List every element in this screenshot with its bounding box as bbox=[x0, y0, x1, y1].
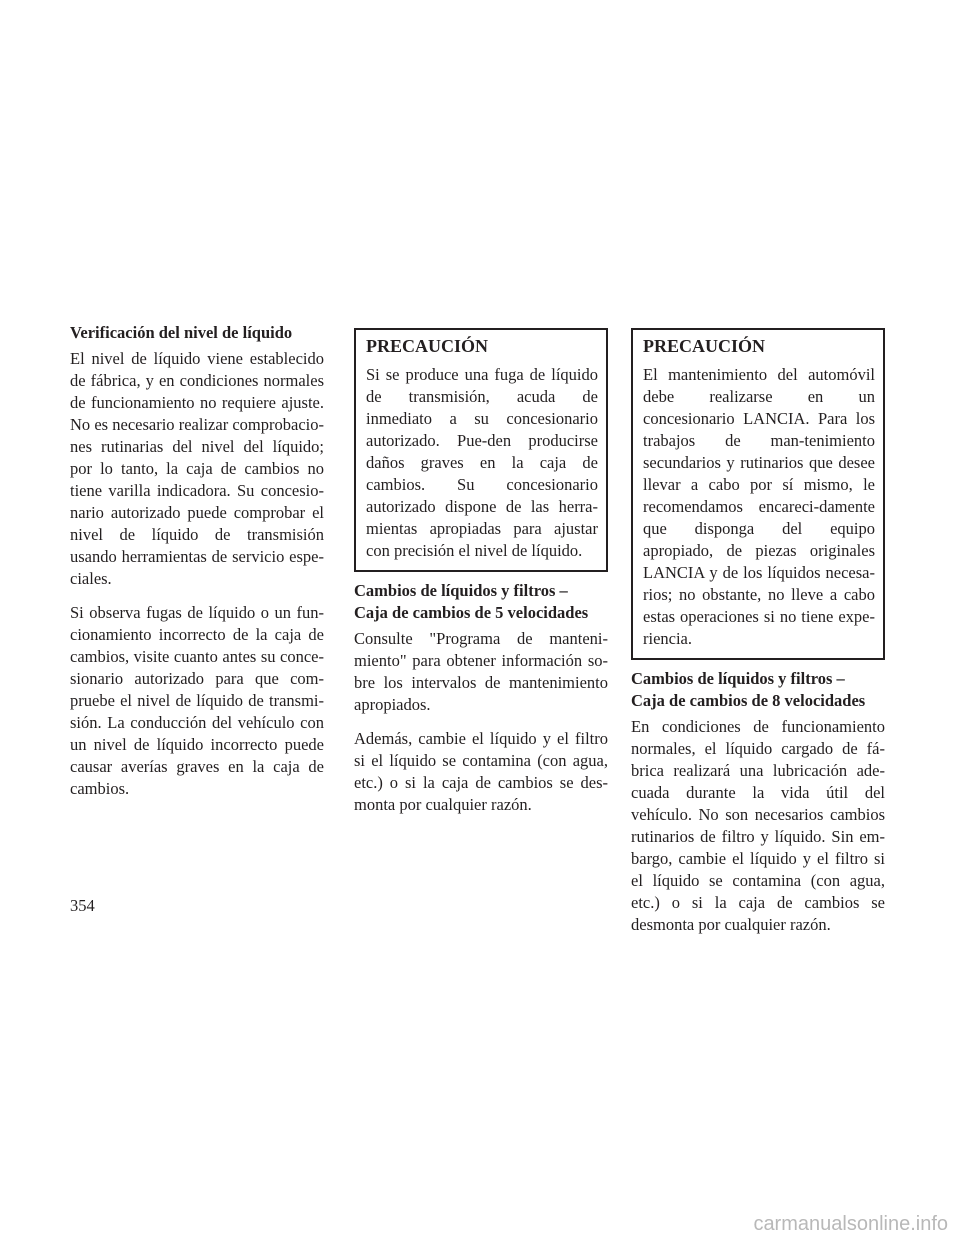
page-number: 354 bbox=[70, 896, 95, 915]
section-heading-5-speed bbox=[354, 580, 608, 624]
column-left bbox=[70, 322, 324, 812]
caution-text: El mantenimiento del automóvil debe realizarse en un concesionario LANCIA. Para los trabajos de man-tenimiento secundarios y rutinarios que desee llevar a cabo por sí mismo, le recomendamos encareci-damente que disponga del equipo apropiado, de piezas originales LANCIA y de los líquidos necesa-rios; no obstante, no lleve a cabo estas operaciones si no tiene expe-riencia. bbox=[643, 365, 875, 648]
paragraph: Si observa fugas de líquido o un fun-cionamiento incorrecto de la caja de cambios, visite cuanto antes su conce-sionario autorizado para que com-pruebe el nivel de líquido de transmi-sión. La conducción del vehículo con un nivel de líquido incorrecto puede causar averías graves en la caja de cambios. bbox=[70, 603, 324, 798]
caution-box bbox=[631, 328, 885, 660]
caution-title: PRECAUCIÓN bbox=[643, 336, 766, 356]
section-heading-8-speed bbox=[631, 668, 885, 712]
column-middle bbox=[354, 322, 608, 828]
paragraph: El nivel de líquido viene establecido de fábrica, y en condiciones normales de funcionamiento no requiere ajuste. No es necesario realizar comprobacio-nes rutinarias del nivel del líquido; por lo tanto, la caja de cambios no tiene varilla indicadora. Su concesio-nario autorizado puede comprobar el nivel de líquido de transmisión usando herramientas de servicio espe-ciales. bbox=[70, 349, 324, 588]
caution-text: Si se produce una fuga de líquido de transmisión, acuda de inmediato a su concesionario autorizado. Pue-den producirse daños graves en la caja de cambios. Su concesionario autorizado dispone de las herra-mientas apropiadas para ajustar con precisión el nivel de líquido. bbox=[366, 365, 598, 560]
caution-title: PRECAUCIÓN bbox=[366, 336, 489, 356]
caution-box bbox=[354, 328, 608, 572]
heading-line: Caja de cambios de 8 velocidades bbox=[631, 691, 866, 710]
heading-line: Caja de cambios de 5 velocidades bbox=[354, 603, 589, 622]
section-heading-fluid-level: Verificación del nivel de líquido bbox=[70, 323, 293, 342]
column-right bbox=[631, 322, 885, 948]
paragraph: Además, cambie el líquido y el filtro si el líquido se contamina (con agua, etc.) o si la caja de cambios se des-monta por cualquier razón. bbox=[354, 729, 608, 814]
heading-line: Cambios de líquidos y filtros – bbox=[354, 581, 568, 600]
watermark: carmanualsonline.info bbox=[753, 1213, 948, 1235]
paragraph: En condiciones de funcionamiento normales, el líquido cargado de fá-brica realizará una lubricación ade-cuada durante la vida útil del vehículo. No son necesarios cambios rutinarios de filtro y líquido. Sin em-bargo, cambie el líquido y el filtro si el líquido se contamina (con agua, etc.) o si la caja de cambios se desmonta por cualquier razón. bbox=[631, 717, 885, 934]
paragraph: Consulte "Programa de manteni-miento" para obtener información so-bre los intervalos de mantenimiento apropiados. bbox=[354, 629, 608, 714]
heading-line: Cambios de líquidos y filtros – bbox=[631, 669, 845, 688]
